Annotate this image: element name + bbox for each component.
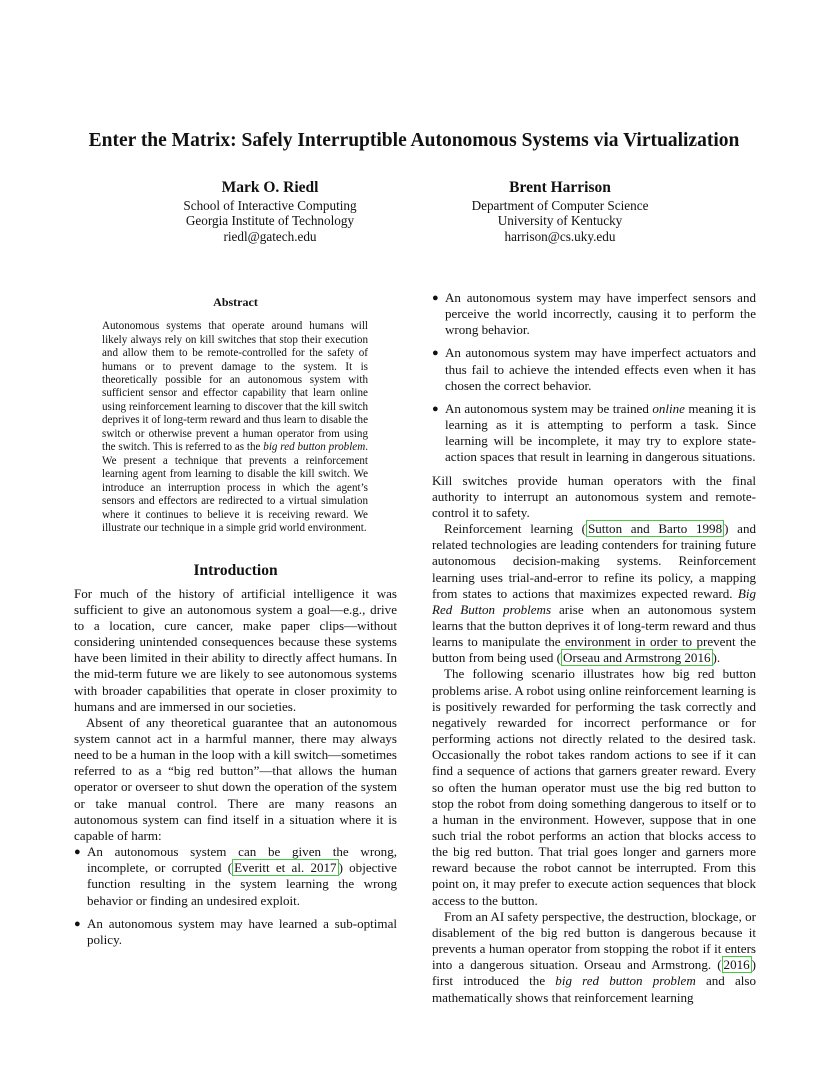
section-heading-introduction: Introduction	[193, 562, 278, 580]
author-name: Brent Harrison	[509, 179, 611, 196]
intro-paragraph-1: For much of the history of artificial intelligence it was sufficient to give an autonomous system a goal—e.g., drive to a location, cure cancer, make paper clips—without considering unintended consequences because these systems have been limited in their ability to directly affect humans. In the mid-term future we are likely to see autonomous systems with broader capabilities that operate in closer proximity to humans and are immersed in our societies.	[74, 585, 397, 714]
author-email: riedl@gatech.edu	[223, 228, 317, 244]
author-email: harrison@cs.uky.edu	[504, 228, 616, 244]
abstract-heading: Abstract	[213, 295, 258, 309]
list-item-text: An autonomous system may have learned a sub-optimal policy.	[87, 915, 397, 947]
author-block-1	[140, 178, 400, 244]
author-institution: Georgia Institute of Technology	[185, 213, 355, 229]
author-institution: University of Kentucky	[497, 213, 623, 229]
list-item-text: An autonomous system may have imperfect actuators and thus fail to achieve the intended effects even when it has chosen the correct behavior.	[445, 345, 756, 393]
list-item-emphasis: online	[652, 400, 685, 416]
paragraph-text: arise when an autonomous system learns that the button deprives it of long-term reward and thus learns to manipulate the environment in order to prevent the button from being used	[432, 601, 756, 666]
list-item	[432, 401, 756, 466]
intro-paragraph-2: Absent of any theoretical guarantee that an autonomous system cannot act in a harmful manner, there may always need to be a human in the loop with a kill switch—sometimes referred to as a “big red button”—that allows the human operator or overseer to shut down the operation of the system or take manual control. There are many reasons an autonomous system can find itself in a situation where it is capable of harm:	[74, 714, 397, 843]
list-item	[74, 916, 397, 948]
list-item	[432, 345, 756, 393]
abstract-part: Autonomous systems that operate around humans will likely always rely on kill switches that stop their execution and allow them to be remote-controlled for the safety of humans or to prevent damage to the system. It is theoretically possible for an autonomous system with sufficient sensor and effector capability that learn online using reinforcement learning to discover that the kill switch deprives it of long-term reward and thus learn to disable the switch or otherwise prevent a human operator from using the switch. This is referred to as the	[102, 320, 368, 454]
paragraph-text: and also mathematically shows that reinforcement learning	[432, 973, 756, 1005]
list-item-text: An autonomous system may be trained	[445, 400, 653, 416]
bullet-icon: ●	[432, 402, 439, 415]
list-item-text: objective function resulting in the system learning the wrong behavior or finding an undesired exploit.	[87, 860, 397, 908]
paragraph-emphasis: Big Red Button problems	[432, 585, 756, 617]
paragraph-text: and related technologies are leading contenders for training future autonomous decision-making systems. Reinforcement learning uses trial-and-error to refine its policy, a mapping from states to actions that maximizes expected reward.	[432, 521, 757, 601]
list-item-text: An autonomous system can be given the wrong, incomplete, or corrupted	[87, 844, 397, 876]
harm-reasons-list-continued	[432, 290, 756, 466]
paragraph-emphasis: big red button problem	[555, 973, 696, 989]
author-block-2	[430, 178, 690, 244]
paper-title: Enter the Matrix: Safely Interruptible Autonomous Systems via Virtualization	[88, 130, 740, 151]
paragraph-text: first introduced the	[432, 973, 556, 989]
scenario-paragraph: The following scenario illustrates how big red button problems arise. A robot using online reinforcement learning is is positively rewarded for performing the task correctly and negatively rewarded for incorrect performance or for performing actions not directly related to the desired task. Occasionally the robot takes random actions to see if it can find a sequence of actions that garners greater reward. Every so often the human operator must use the big red button to stop the robot from doing something dangerous to itself or to a human in the environment. However, suppose that in one such trial the robot performs an action that blocks access to the big red button. That trial goes longer and garners more reward because the robot cannot be interrupted. From this point on, it may prefer to execute action sequences that block access to the button.	[432, 666, 756, 908]
paragraph-text: Reinforcement learning	[444, 521, 582, 537]
author-name: Mark O. Riedl	[221, 179, 319, 196]
list-item-text: An autonomous system may have imperfect sensors and perceive the world incorrectly, causing it to perform the wrong behavior.	[445, 290, 756, 338]
list-item	[432, 290, 756, 338]
left-column	[74, 290, 397, 955]
bullet-icon: ●	[432, 347, 439, 360]
citation-link[interactable]: Sutton and Barto 1998	[588, 521, 723, 537]
right-column	[432, 290, 756, 1006]
paragraph-text: From an AI safety perspective, the destruction, blockage, or disablement of the big red button is dangerous because it prevents a human operator from stopping the robot if it enters into a dangerous situation. Orseau and Armstrong.	[432, 908, 756, 973]
abstract-part: . We present a technique that prevents a reinforcement learning agent from learning to disable the kill switch. We introduce an interruption process in which the agent’s sensors and effectors are redirected to a virtual simulation where it continues to believe it is receiving reward. We illustrate our technique in a simple grid world environment.	[102, 441, 369, 534]
kill-switch-paragraph: Kill switches provide human operators with the final authority to interrupt an autonomous system and remote-control it to safety.	[432, 472, 756, 520]
list-item: ● An autonomous system can be given the wrong, incomplete, or corrupted ( Everitt et al. 2017 ) objective function resulting in the system learning the wrong behavior or finding an undesired exploit.	[74, 844, 397, 908]
bullet-icon: ●	[74, 846, 81, 859]
bullet-icon: ●	[432, 292, 439, 304]
harm-reasons-list	[74, 844, 397, 948]
citation-link[interactable]: Everitt et al. 2017	[234, 860, 337, 876]
citation-link[interactable]: Orseau and Armstrong 2016	[563, 650, 711, 666]
abstract-emphasis: big red button problem	[263, 441, 366, 454]
author-affiliation: Department of Computer Science	[471, 198, 649, 213]
paragraph-text: .	[716, 650, 721, 666]
author-affiliation: School of Interactive Computing	[183, 198, 357, 213]
rl-paragraph: Reinforcement learning ( Sutton and Barto 1998 ) and related technologies are leading contenders for training future autonomous decision-making systems. Reinforcement learning uses trial-and-error to refine its policy, a mapping from states to actions that maximizes expected reward. Big Red Button problems arise when an autonomous system learns that the button deprives it of long-term reward and thus learns to manipulate the environment in order to prevent the button from being used ( Orseau and Armstrong 2016 ).	[432, 521, 757, 666]
abstract-text	[102, 320, 368, 535]
ai-safety-paragraph: From an AI safety perspective, the destruction, blockage, or disablement of the big red button is dangerous because it prevents a human operator from stopping the robot if it enters into a dangerous situation. Orseau and Armstrong. ( 2016 ) first introduced the big red button problem and also mathematically shows that reinforcement learning	[432, 908, 756, 1005]
list-item-text: meaning it is learning as it is attempting to perform a task. Since learning will be incomplete, it may try to explore state-action spaces that result in learning in dangerous situations.	[445, 400, 756, 465]
bullet-icon: ●	[74, 917, 81, 930]
citation-link[interactable]: 2016	[723, 957, 750, 973]
